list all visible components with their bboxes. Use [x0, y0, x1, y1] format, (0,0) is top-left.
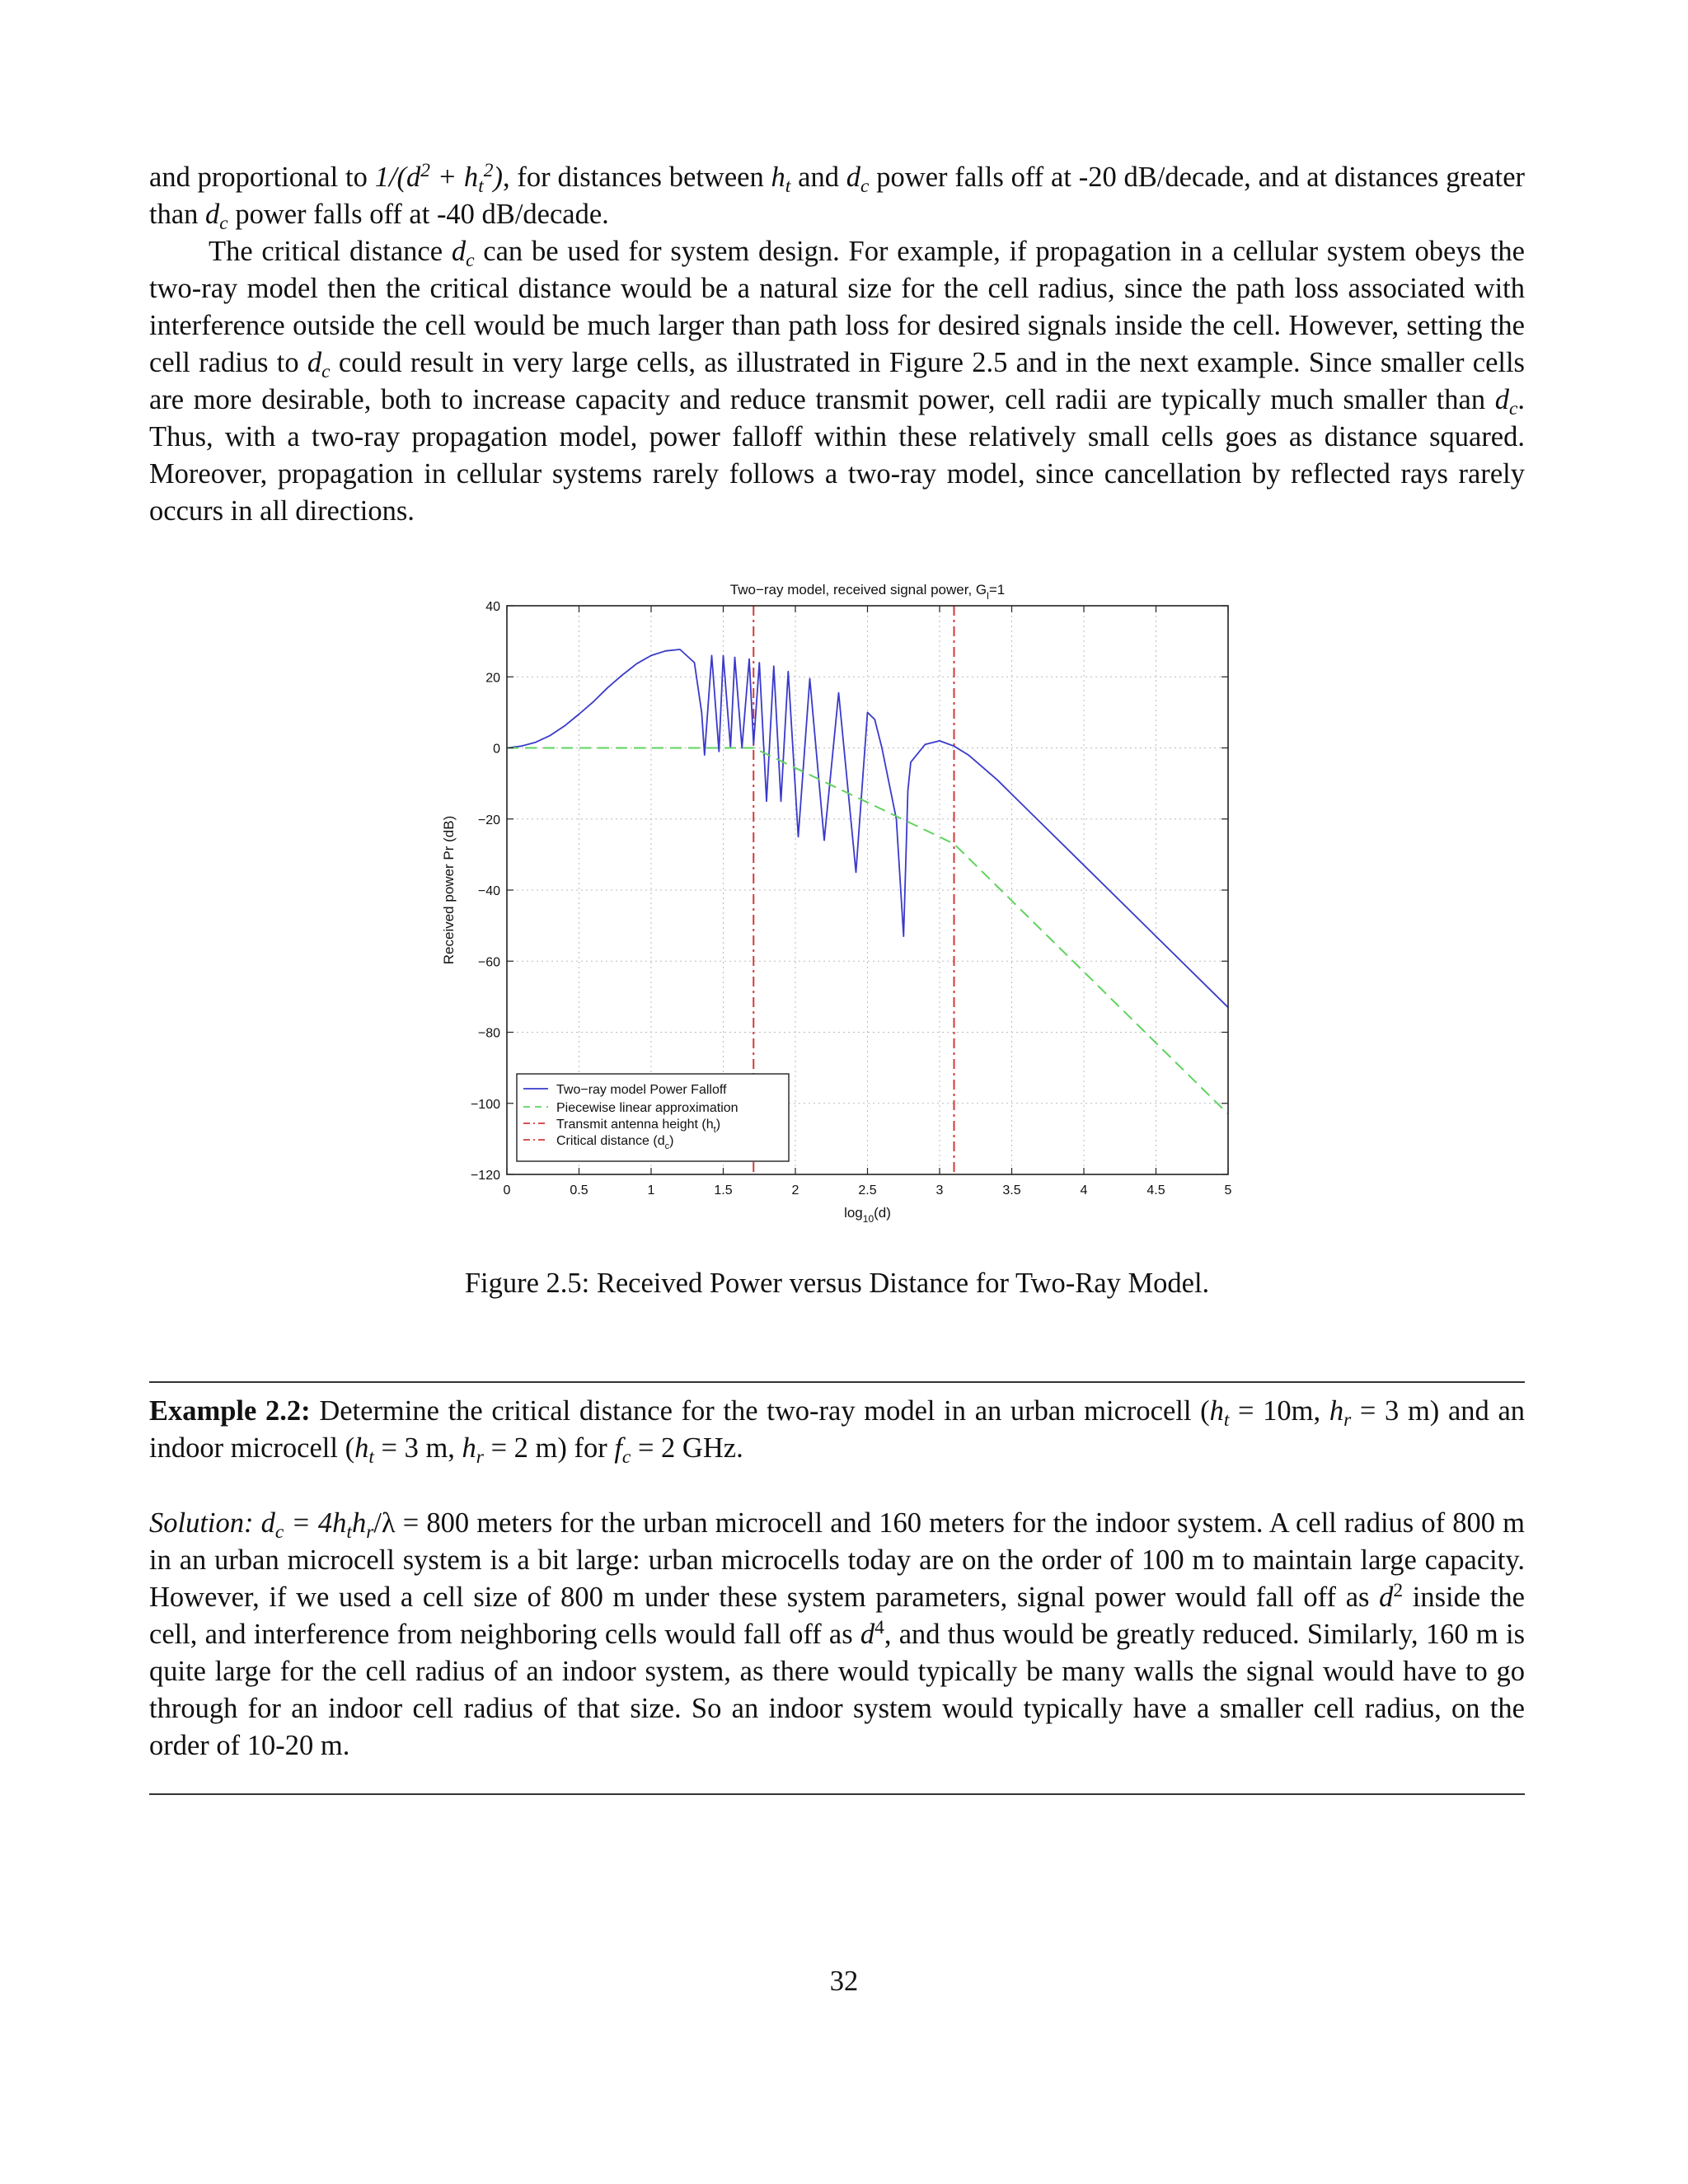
math-sub: c	[219, 212, 228, 234]
legend-label-main: Critical distance (d	[556, 1134, 665, 1148]
y-tick-label: −60	[477, 955, 500, 970]
math-sup: 2	[420, 160, 430, 182]
series-piecewise	[507, 748, 1228, 1114]
x-tick-label: 1.5	[714, 1183, 733, 1197]
math: d	[205, 199, 220, 230]
x-axis-label-sub: 10	[862, 1213, 874, 1225]
math: = 10m,	[1229, 1395, 1329, 1427]
text: power falls off at -20 dB/decade, and at distances greater than	[149, 162, 1525, 230]
text: , for distances between	[502, 162, 771, 193]
legend-label-main: Two−ray model Power Falloff	[556, 1083, 727, 1097]
chart-title-sub: l	[987, 590, 989, 602]
math: d	[451, 236, 467, 267]
text: The critical distance	[209, 236, 452, 267]
two-ray-chart	[429, 569, 1253, 1228]
legend-label	[556, 1101, 738, 1115]
x-axis-label	[844, 1205, 891, 1225]
x-tick-label: 1	[647, 1183, 655, 1197]
example-2-2	[149, 1393, 1525, 1467]
chart-legend	[517, 1074, 789, 1161]
math-sub: r	[366, 1521, 374, 1543]
text: and proportional to	[149, 162, 375, 193]
math: h	[462, 1432, 476, 1464]
math: h	[1329, 1395, 1344, 1427]
math: h	[771, 162, 785, 193]
chart-title-suffix: =1	[988, 582, 1006, 598]
math: h	[1209, 1395, 1224, 1427]
math: = 2 m) for	[483, 1432, 615, 1464]
text: Determine the critical distance for the two-ray model in an urban microcell (	[310, 1395, 1210, 1427]
x-tick-label: 2.5	[858, 1183, 877, 1197]
math: h	[351, 1507, 367, 1539]
text: could result in very large cells, as illustrated in Figure 2.5 and in the next example. Since smaller cells are more desirable, both to increase capacity and reduce transmit power, cell radii are typically much smaller than	[149, 347, 1525, 415]
text: and	[790, 162, 846, 193]
paragraph-2	[149, 233, 1525, 530]
x-tick-label: 4	[1080, 1183, 1088, 1197]
figure-caption: Figure 2.5: Received Power versus Distance for Two-Ray Model.	[464, 1268, 1210, 1299]
text: meters for the urban microcell and 160 meters for the indoor system. A cell radius of 800 m in an urban microcell system is a bit large: urban microcells today are on the order of 100 m to maintain large capacity. However, if we used a cell size of 800 m under these system parameters, signal power would fall off as	[149, 1507, 1526, 1613]
math-sub: c	[621, 1446, 631, 1468]
x-tick-label: 5	[1224, 1183, 1232, 1197]
math-part: )	[493, 162, 503, 193]
y-tick-label: −80	[477, 1026, 500, 1041]
example-bottom-rule	[149, 1793, 1525, 1795]
y-tick-label: 20	[485, 671, 500, 686]
math: = 4h	[284, 1507, 347, 1539]
y-tick-label: −40	[477, 884, 500, 898]
paragraph-1	[149, 159, 1525, 233]
math-sub: c	[1508, 397, 1518, 419]
y-axis-label: Received power Pr (dB)	[441, 815, 457, 965]
text: can be used for system design. For example, if propagation in a cellular system obeys the two-ray model then the critical distance would be a natural size for the cell radius, since the path loss associated with interference outside the cell would be much larger than path loss for desired signals inside the cell. However, setting the cell radius to	[149, 236, 1525, 378]
math: = 3 m) and an indoor microcell (	[149, 1395, 1526, 1464]
legend-label-suffix: )	[715, 1118, 721, 1132]
math-part: 1/(d	[374, 162, 421, 193]
text: . Thus, with a two-ray propagation model, power falloff within these relatively small cells goes as distance squared. Moreover, propagation in cellular systems rarely follows a two-ray model, since cancellation by reflected rays rarely occurs in all directions.	[149, 384, 1525, 527]
math-sup: 2	[1393, 1580, 1404, 1602]
x-tick-label: 0.5	[570, 1183, 588, 1197]
legend-label	[556, 1083, 727, 1097]
y-tick-label: 0	[493, 742, 500, 757]
math: d	[846, 162, 861, 193]
chart-title-main: Two−ray model, received signal power, G	[729, 582, 987, 598]
example-top-rule	[149, 1381, 1525, 1383]
math-sup: 2	[483, 160, 494, 182]
math-sub: c	[860, 175, 870, 197]
math: h	[354, 1432, 369, 1464]
text: , and thus would be greatly reduced. Similarly, 160 m is quite large for the cell radius of an indoor system, as there would typically be many walls the signal would have to go through for an indoor cell radius of that size. So an indoor system would typically have a smaller cell radius, on the order of 10-20 m.	[149, 1619, 1525, 1761]
math: = 2 GHz.	[631, 1432, 743, 1464]
math-sub: r	[476, 1446, 484, 1468]
x-axis-label-suffix: (d)	[874, 1205, 891, 1221]
legend-label-sub: c	[664, 1141, 670, 1151]
math-sub: c	[466, 249, 475, 271]
y-tick-label: 40	[485, 600, 500, 614]
math: f	[614, 1432, 622, 1464]
y-tick-label: −120	[470, 1169, 500, 1183]
legend-label-sub: t	[713, 1125, 716, 1135]
math: d	[1379, 1582, 1394, 1613]
text: inside the cell, and interference from neighboring cells would fall off as	[149, 1582, 1525, 1650]
math: d	[253, 1507, 275, 1539]
math: /λ = 800	[373, 1507, 470, 1539]
solution	[149, 1505, 1525, 1765]
solution-label: Solution:	[149, 1507, 254, 1539]
math-sub: c	[274, 1521, 284, 1543]
y-tick-label: −20	[477, 813, 500, 827]
math: d	[307, 347, 322, 378]
legend-label-suffix: )	[669, 1134, 674, 1148]
math-part: + h	[430, 162, 479, 193]
x-tick-label: 0	[503, 1183, 511, 1197]
math-sub: t	[1223, 1408, 1230, 1431]
math: d	[1494, 384, 1509, 415]
math-sup: 4	[874, 1617, 884, 1639]
math-sub: t	[785, 175, 791, 197]
chart-title	[730, 582, 1005, 602]
page-number: 32	[829, 1966, 859, 1997]
math-sub: t	[346, 1521, 352, 1543]
figure-2-5	[429, 569, 1253, 1228]
legend-label-main: Piecewise linear approximation	[556, 1101, 738, 1115]
math: = 3 m,	[373, 1432, 462, 1464]
body-text	[149, 159, 1525, 530]
math-sub: r	[1343, 1408, 1352, 1431]
x-axis-label-main: log	[844, 1205, 863, 1221]
y-tick-label: −100	[470, 1097, 500, 1112]
math-sub: t	[478, 175, 484, 197]
x-tick-label: 4.5	[1146, 1183, 1165, 1197]
math	[374, 160, 503, 197]
legend-label-main: Transmit antenna height (h	[556, 1118, 714, 1132]
math: d	[860, 1619, 875, 1650]
example-label: Example 2.2:	[149, 1395, 311, 1427]
x-tick-label: 3	[935, 1183, 944, 1197]
math-sub: c	[321, 360, 331, 382]
text: power falls off at -40 dB/decade.	[227, 199, 609, 230]
x-tick-label: 3.5	[1002, 1183, 1021, 1197]
math-sub: t	[368, 1446, 374, 1468]
x-tick-label: 2	[791, 1183, 799, 1197]
